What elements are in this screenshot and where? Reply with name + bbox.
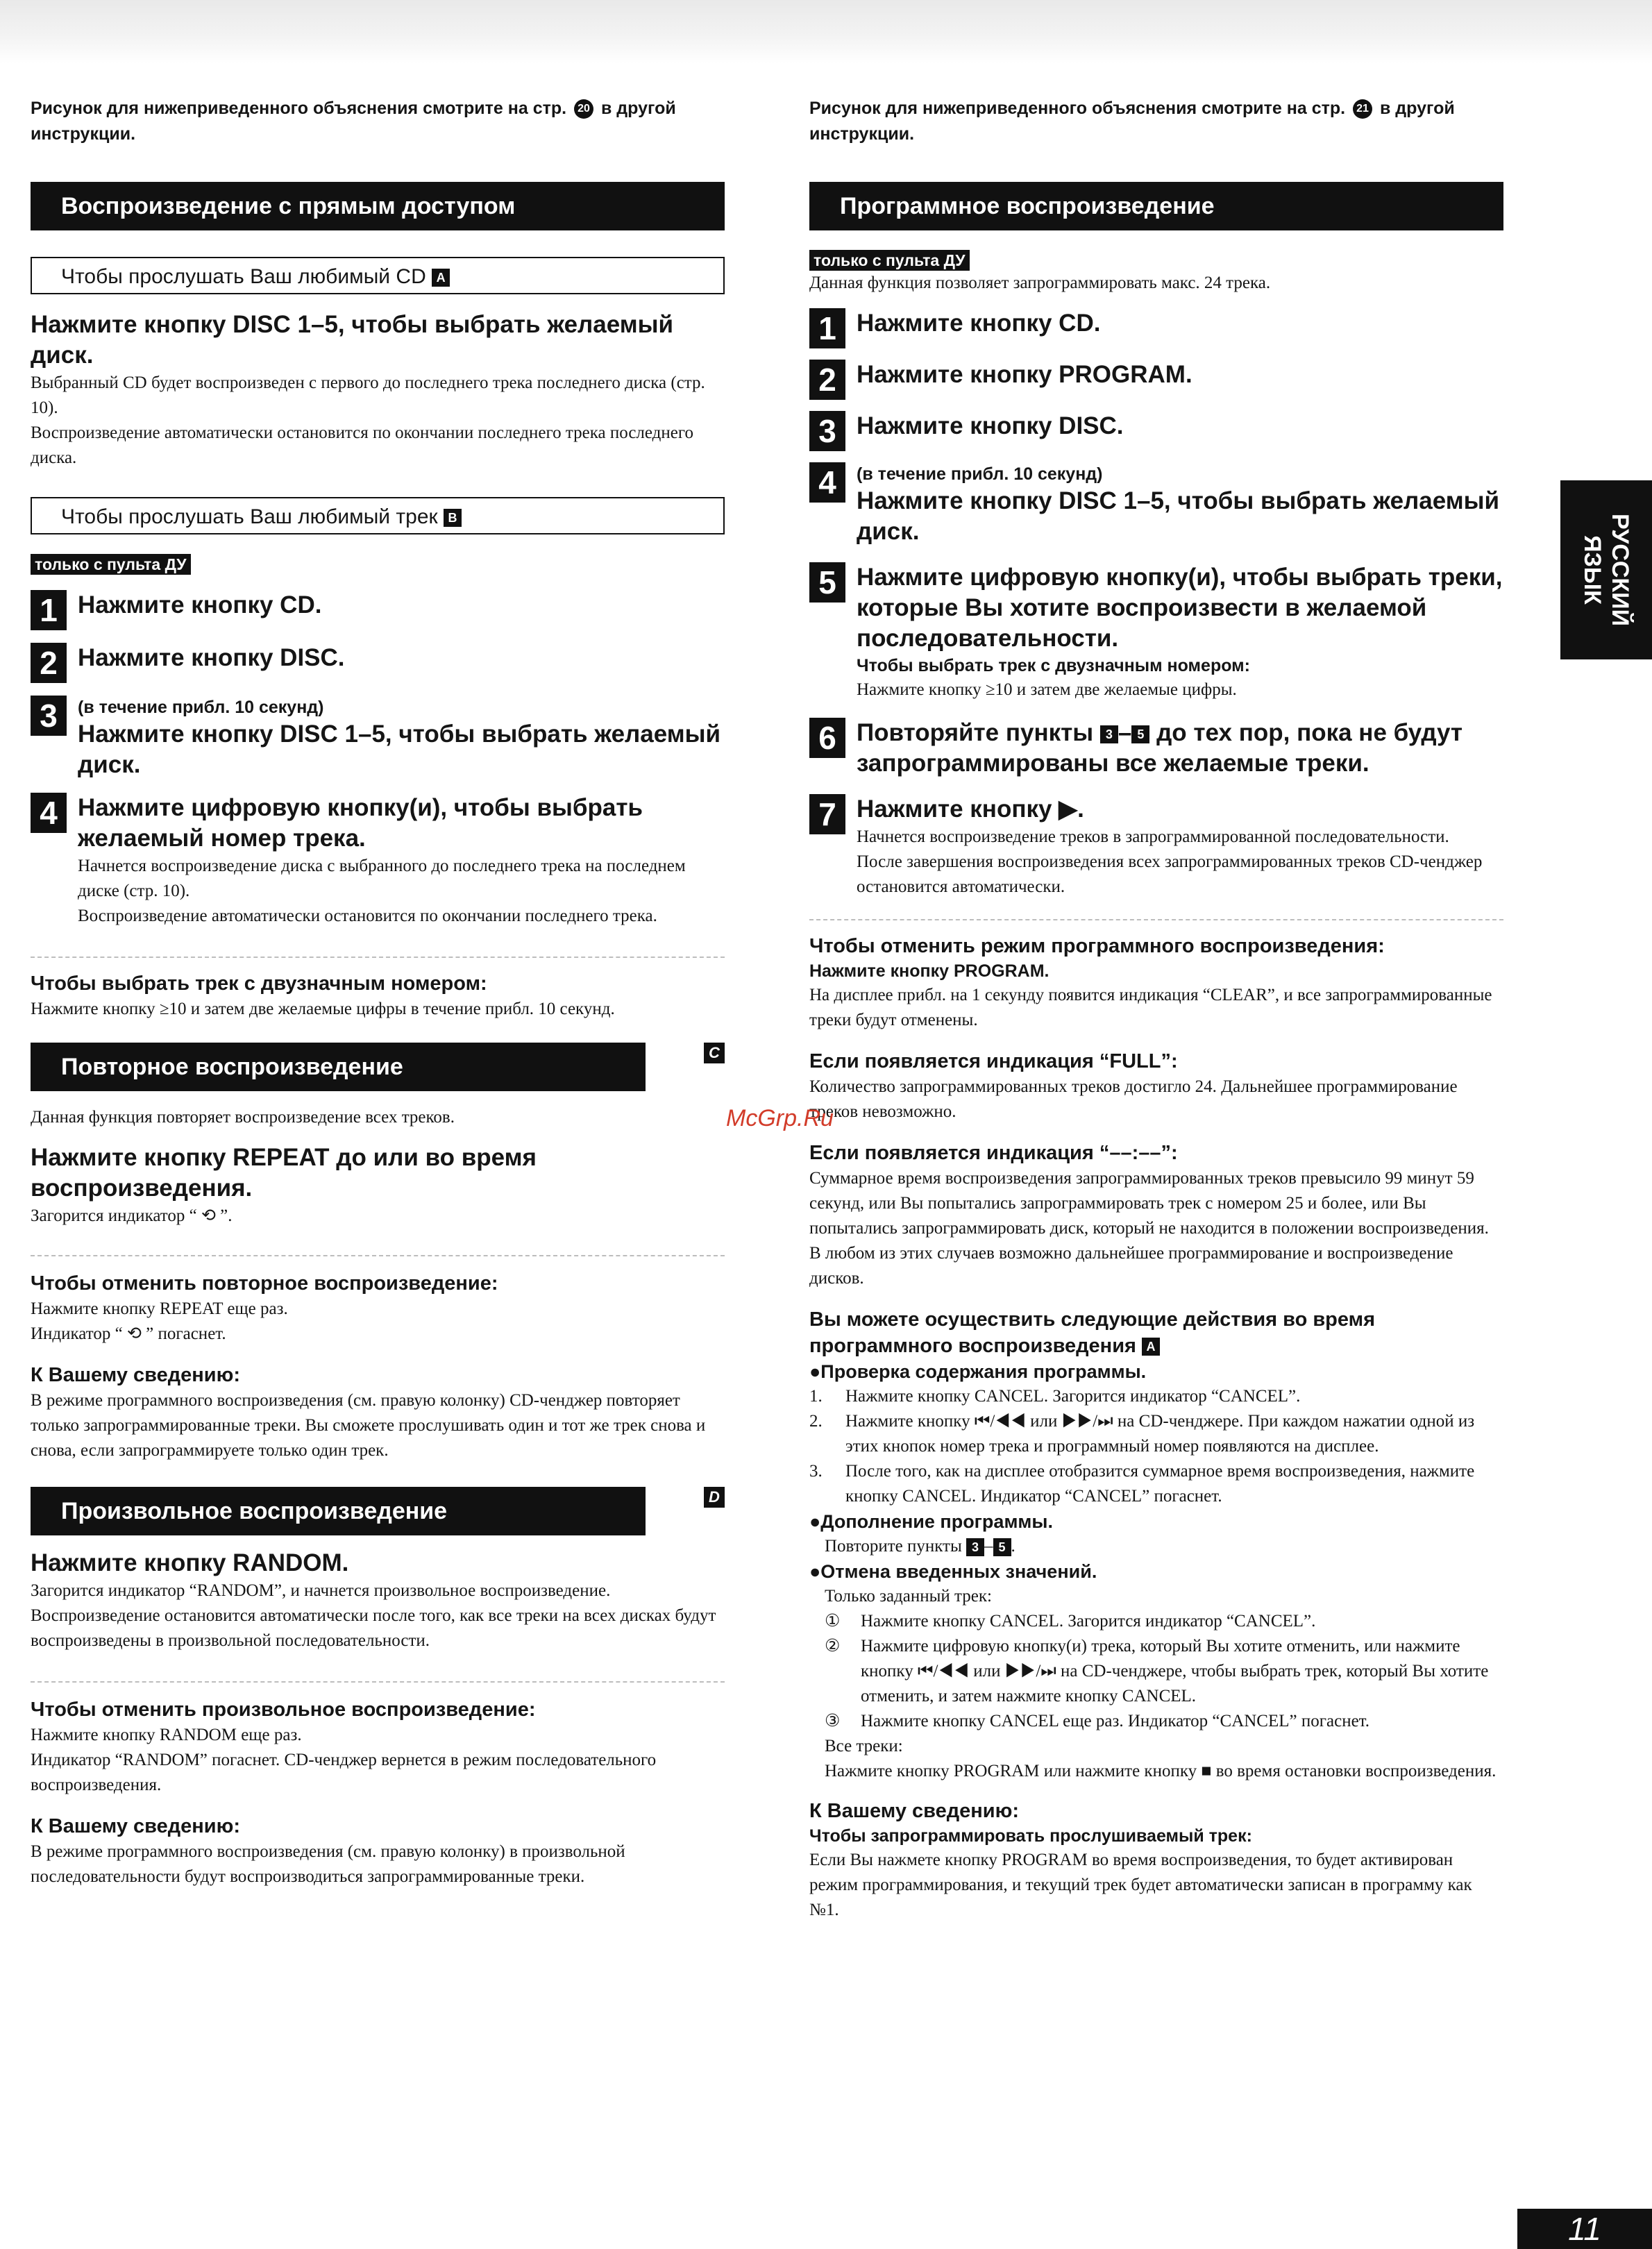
section-header-direct-access: Воспроизведение с прямым доступом (31, 182, 725, 230)
step-4 (31, 793, 725, 929)
step-description: Начнется воспроизведение диска с выбранного до последнего трека на последнем диске (стр. 10). (78, 857, 686, 900)
random-description: Воспроизведение остановится автоматически после того, как все треки на всех дисках будут воспроизведены в произвольной последовательности. (31, 1606, 716, 1650)
watermark: McGrp.Ru (726, 1105, 834, 1131)
step-1 (31, 590, 725, 630)
info-text: В режиме программного воспроизведения (см. правую колонку) CD-ченджер повторяет только запрограммированные треки. Вы сможете прослушивать один и тот же трек снова и снова, если запрограммируете только один трек. (31, 1391, 706, 1460)
section-header-random: Произвольное воспроизведение (31, 1487, 646, 1535)
repeat-indicator-text: Загорится индикатор “ ⟲ ”. (31, 1206, 233, 1225)
remote-only-label: только с пульта ДУ (31, 554, 191, 575)
repeat-instruction: Нажмите кнопку REPEAT до или во время воспроизведения. (31, 1144, 537, 1202)
step-description: Начнется воспроизведение треков в запрограммированной последовательности. (857, 827, 1449, 846)
figure-mark-a: A (432, 269, 450, 287)
step-number: 5 (809, 562, 845, 603)
step-description: После завершения воспроизведения всех запрограммированных треков CD-ченджер остановится автоматически. (857, 852, 1483, 896)
program-step-7 (809, 794, 1503, 900)
page-ref-badge: 21 (1353, 99, 1372, 119)
info-title: К Вашему сведению: (809, 1800, 1020, 1822)
step-number: 1 (31, 590, 67, 630)
program-step-3 (809, 411, 1503, 451)
program-step-6 (809, 718, 1503, 779)
cancel-random-title: Чтобы отменить произвольное воспроизведение: (31, 1699, 536, 1721)
program-actions-title: Вы можете осуществить следующие действия во время программного воспроизведения A (809, 1308, 1376, 1357)
list-item: 3. После того, как на дисплее отобразится суммарное время воспроизведения, нажмите кнопку CANCEL. Индикатор “CANCEL” погаснет. (809, 1462, 1475, 1506)
step-instruction: Повторяйте пункты 3 – 5 до тех пор, пока не будут запрограммированы все желаемые треки. (857, 719, 1463, 777)
step-number: 2 (809, 360, 845, 400)
figure-mark-b: B (444, 509, 462, 527)
language-side-tab (1560, 480, 1652, 659)
step-ref-mark: 3 (1100, 725, 1118, 743)
info-text: Если Вы нажмете кнопку PROGRAM во время воспроизведения, то будет активирован режим программирования, и текущий трек будет автоматически записан в программу как №1. (809, 1851, 1472, 1919)
cancel-program-sub: Нажмите кнопку PROGRAM. (809, 961, 1050, 981)
list-item: 2. Нажмите кнопку ⏮/◀◀ или ▶▶/⏭ на CD-ченджере. При каждом нажатии одной из этих кнопок номер трека и программный номер появляются на дисплее. (809, 1412, 1475, 1456)
section-header-repeat: Повторное воспроизведение (31, 1043, 646, 1091)
step-number: 7 (809, 794, 845, 834)
divider (31, 1255, 725, 1256)
step-description: Воспроизведение автоматически остановится по окончании последнего трека. (78, 907, 657, 925)
info-title: К Вашему сведению: (31, 1815, 241, 1837)
cancel-repeat-line: Индикатор “ ⟲ ” погаснет. (31, 1324, 226, 1343)
full-indication-title: Если появляется индикация “FULL”: (809, 1050, 1178, 1072)
divider (809, 919, 1503, 920)
info-text: В режиме программного воспроизведения (см. правую колонку) в произвольной последовательности будут воспроизводиться запрограммированные треки. (31, 1842, 625, 1886)
add-program-title: ●Дополнение программы. (809, 1511, 1053, 1532)
dashes-indication-text: Суммарное время воспроизведения запрограммированных треков превысило 99 минут 59 секунд, или Вы попытались запрограммировать трек с номером 25 и более, или Вы попытались запрограммировать диск, который не находится в положении воспроизведения. В любом из этих случаев возможно дальнейшее программирование и воспроизведение дисков. (809, 1169, 1489, 1288)
cancel-random-line: Нажмите кнопку RANDOM еще раз. (31, 1726, 302, 1744)
full-indication-text: Количество запрограммированных треков достигло 24. Дальнейшее программирование треков невозможно. (809, 1077, 1458, 1121)
page-number: 11 (1517, 2209, 1652, 2249)
step-timing-note: (в течение прибл. 10 секунд) (857, 464, 1103, 484)
cancel-random-line: Индикатор “RANDOM” погаснет. CD-ченджер вернется в режим последовательного воспроизведения. (31, 1751, 657, 1794)
clear-all-text: Нажмите кнопку PROGRAM или нажмите кнопку ■ во время остановки воспроизведения. (825, 1762, 1497, 1780)
add-program-text: Повторите пункты 3 – 5 . (825, 1537, 1015, 1556)
cancel-repeat-line: Нажмите кнопку REPEAT еще раз. (31, 1299, 288, 1318)
step-instruction: Нажмите кнопку PROGRAM. (857, 361, 1192, 388)
list-item: 1. Нажмите кнопку CANCEL. Загорится индикатор “CANCEL”. (809, 1387, 1301, 1406)
step-instruction: Нажмите кнопку DISC 1–5, чтобы выбрать желаемый диск. (78, 721, 721, 778)
subsection-box-favorite-track: Чтобы прослушать Ваш любимый трек B (31, 497, 725, 534)
description-line: Воспроизведение автоматически остановится по окончании последнего трека последнего диска. (31, 423, 693, 467)
divider (31, 957, 725, 958)
step-number: 6 (809, 718, 845, 758)
info-subtitle: Чтобы запрограммировать прослушиваемый трек: (809, 1826, 1252, 1846)
step-timing-note: (в течение прибл. 10 секунд) (78, 698, 324, 717)
info-title: К Вашему сведению: (31, 1364, 241, 1386)
step-number: 1 (809, 308, 845, 348)
top-scan-band (0, 0, 1652, 64)
step-subtitle: Чтобы выбрать трек с двузначным номером: (857, 656, 1250, 675)
program-description: Данная функция позволяет запрограммировать макс. 24 трека. (809, 273, 1271, 292)
dashes-indication-title: Если появляется индикация “––:––”: (809, 1142, 1178, 1164)
program-step-5 (809, 562, 1503, 702)
step-ref-mark: 5 (993, 1538, 1011, 1556)
section-repeat (31, 1043, 725, 1091)
page-ref-badge: 20 (574, 99, 593, 119)
language-tab-label: РУССКИЙ ЯЗЫК (1579, 513, 1633, 627)
right-column (809, 96, 1503, 1923)
step-ref-mark: 3 (966, 1538, 984, 1556)
list-item: ③ Нажмите кнопку CANCEL еще раз. Индикатор “CANCEL” погаснет. (825, 1712, 1369, 1730)
step-instruction: Нажмите цифровую кнопку(и), чтобы выбрать треки, которые Вы хотите воспроизвести в желаемой последовательности. (857, 564, 1503, 652)
divider (31, 1681, 725, 1683)
figure-mark-d: D (704, 1487, 725, 1508)
cancel-program-text: На дисплее прибл. на 1 секунду появится индикация “CLEAR”, и все запрограммированные треки будут отменены. (809, 986, 1492, 1029)
step-instruction: Нажмите кнопку DISC 1–5, чтобы выбрать желаемый диск. (857, 487, 1500, 545)
step-ref-mark: 5 (1131, 725, 1149, 743)
remote-only-label: только с пульта ДУ (809, 250, 970, 271)
step-number: 3 (31, 696, 67, 736)
step-description: Нажмите кнопку ≥10 и затем две желаемые цифры. (857, 680, 1237, 699)
step-instruction: Нажмите кнопку DISC. (857, 412, 1124, 439)
program-step-2 (809, 360, 1503, 400)
step-instruction: Нажмите кнопку DISC. (78, 644, 345, 671)
figure-mark-c: C (704, 1043, 725, 1063)
cancel-repeat-title: Чтобы отменить повторное воспроизведение: (31, 1272, 498, 1295)
random-description: Загорится индикатор “RANDOM”, и начнется произвольное воспроизведение. (31, 1581, 611, 1600)
step-number: 4 (31, 793, 67, 833)
check-program-title: ●Проверка содержания программы. (809, 1361, 1147, 1382)
step-2 (31, 643, 725, 683)
left-column (31, 96, 725, 1889)
step-number: 4 (809, 462, 845, 503)
program-step-1 (809, 308, 1503, 348)
left-figure-reference: Рисунок для нижеприведенного объяснения смотрите на стр. 20 в другой инструкции. (31, 99, 676, 144)
step-3 (31, 696, 725, 780)
step-number: 2 (31, 643, 67, 683)
subsection-box-favorite-cd: Чтобы прослушать Ваш любимый CD A (31, 257, 725, 294)
two-digit-title: Чтобы выбрать трек с двузначным номером: (31, 972, 487, 995)
step-instruction: Нажмите кнопку CD. (78, 591, 322, 618)
cancel-program-title: Чтобы отменить режим программного воспроизведения: (809, 935, 1385, 957)
clear-only-label: Только заданный трек: (825, 1587, 992, 1606)
repeat-description: Данная функция повторяет воспроизведение всех треков. (31, 1108, 455, 1127)
list-item: ② Нажмите цифровую кнопку(и) трека, который Вы хотите отменить, или нажмите кнопку ⏮/◀◀ или ▶▶/⏭ на CD-ченджере, чтобы выбрать трек, который Вы хотите отменить, и затем нажмите кнопку CANCEL. (825, 1637, 1489, 1705)
instruction-select-disc: Нажмите кнопку DISC 1–5, чтобы выбрать желаемый диск. (31, 311, 674, 369)
right-figure-reference: Рисунок для нижеприведенного объяснения смотрите на стр. 21 в другой инструкции. (809, 99, 1455, 144)
clear-all-label: Все треки: (825, 1737, 903, 1755)
step-instruction: Нажмите кнопку CD. (857, 310, 1101, 337)
step-number: 3 (809, 411, 845, 451)
description-line: Выбранный CD будет воспроизведен с первого до последнего трека последнего диска (стр. 10). (31, 373, 705, 417)
step-instruction: Нажмите цифровую кнопку(и), чтобы выбрать желаемый номер трека. (78, 794, 643, 852)
clear-program-title: ●Отмена введенных значений. (809, 1561, 1097, 1582)
section-header-program: Программное воспроизведение (809, 182, 1503, 230)
list-item: ① Нажмите кнопку CANCEL. Загорится индикатор “CANCEL”. (825, 1612, 1316, 1631)
random-instruction: Нажмите кнопку RANDOM. (31, 1549, 349, 1576)
program-step-4 (809, 462, 1503, 547)
two-digit-text: Нажмите кнопку ≥10 и затем две желаемые цифры в течение прибл. 10 секунд. (31, 1000, 615, 1018)
section-random (31, 1487, 725, 1535)
figure-mark-a: A (1142, 1338, 1160, 1356)
step-instruction: Нажмите кнопку ▶. (857, 795, 1084, 823)
